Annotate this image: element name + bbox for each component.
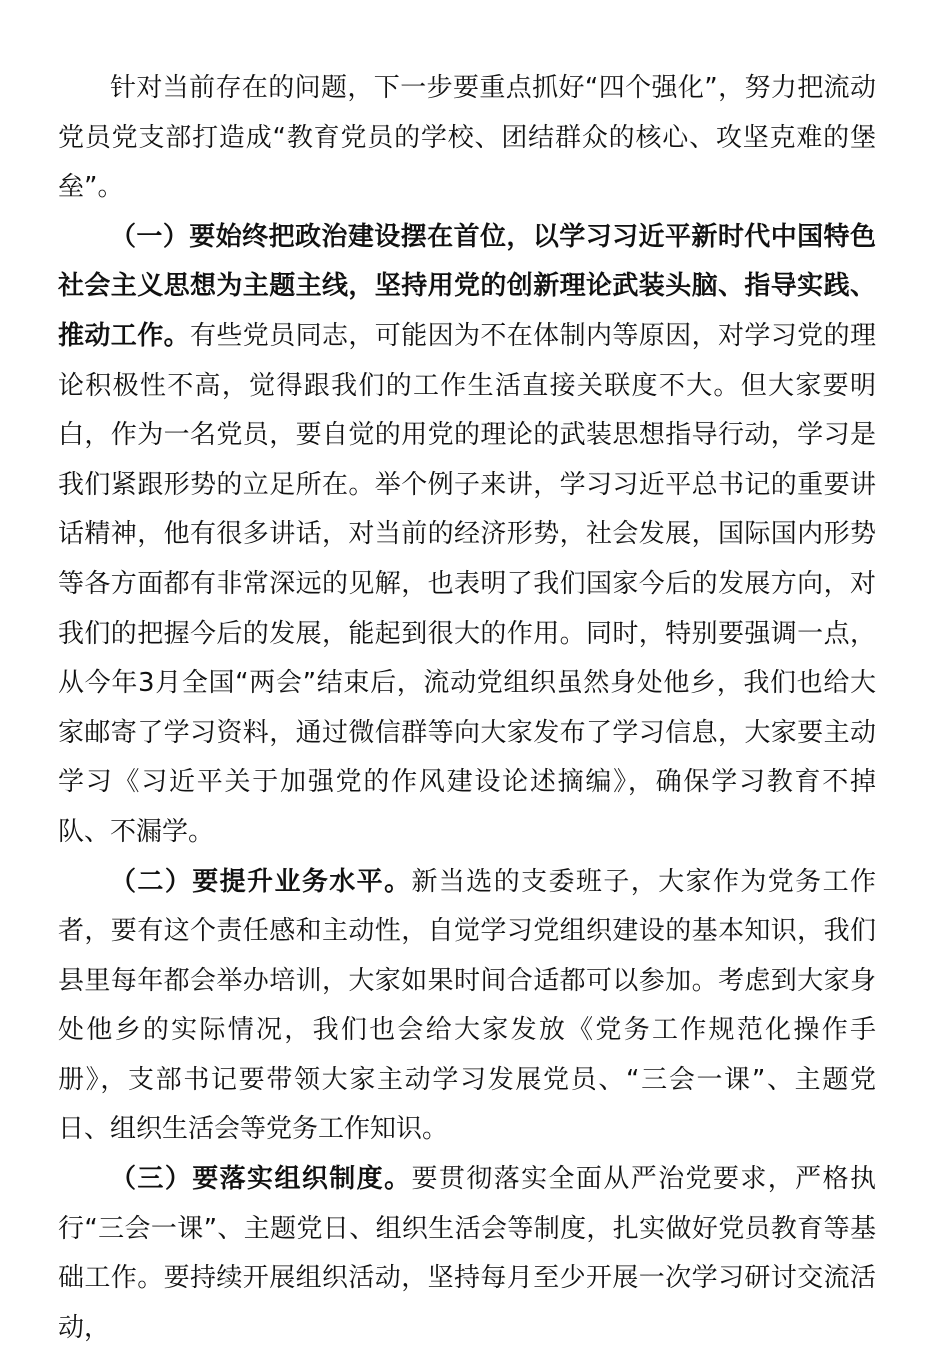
paragraph-point-three <box>58 1155 876 1353</box>
paragraph-point-one <box>58 213 876 858</box>
paragraph-point-one-text: 有些党员同志，可能因为不在体制内等原因，对学习党的理论积极性不高，觉得跟我们的工作生活直接关联度不大。但大家要明白，作为一名党员，要自觉的用党的理论的武装思想指导行动，学习是我们紧跟形势的立足所在。举个例子来讲，学习习近平总书记的重要讲话精神，他有很多讲话，对当前的经济形势，社会发展，国际国内形势等各方面都有非常深远的见解，也表明了我们国家今后的发展方向，对我们的把握今后的发展，能起到很大的作用。同时，特别要强调一点，从今年3月全国“两会”结束后，流动党组织虽然身处他乡，我们也给大家邮寄了学习资料，通过微信群等向大家发布了学习信息，大家要主动学习《习近平关于加强党的作风建设论述摘编》，确保学习教育不掉队、不漏学。 <box>58 320 876 847</box>
paragraph-intro-text: 针对当前存在的问题，下一步要重点抓好“四个强化”，努力把流动党员党支部打造成“教育党员的学校、团结群众的核心、攻坚克难的堡垒”。 <box>58 73 876 203</box>
paragraph-point-two-heading: （二）要提升业务水平。 <box>110 866 412 897</box>
paragraph-point-three-text: 要贯彻落实全面从严治党要求，严格执行“三会一课”、主题党日、组织生活会等制度，扎实做好党员教育等基础工作。要持续开展组织活动，坚持每月至少开展一次学习研讨交流活动， <box>58 1164 876 1343</box>
paragraph-intro <box>58 64 876 213</box>
paragraph-point-two <box>58 858 876 1156</box>
document-page <box>58 64 876 1353</box>
paragraph-point-one-heading: （一）要始终把政治建设摆在首位，以学习习近平新时代中国特色社会主义思想为主题主线，坚持用党的创新理论武装头脑、指导实践、推动工作。 <box>58 221 876 351</box>
paragraph-point-three-heading: （三）要落实组织制度。 <box>110 1164 412 1195</box>
paragraph-point-two-text: 新当选的支委班子，大家作为党务工作者，要有这个责任感和主动性，自觉学习党组织建设的基本知识，我们县里每年都会举办培训，大家如果时间合适都可以参加。考虑到大家身处他乡的实际情况，我们也会给大家发放《党务工作规范化操作手册》，支部书记要带领大家主动学习发展党员、“三会一课”、主题党日、组织生活会等党务工作知识。 <box>58 866 876 1145</box>
